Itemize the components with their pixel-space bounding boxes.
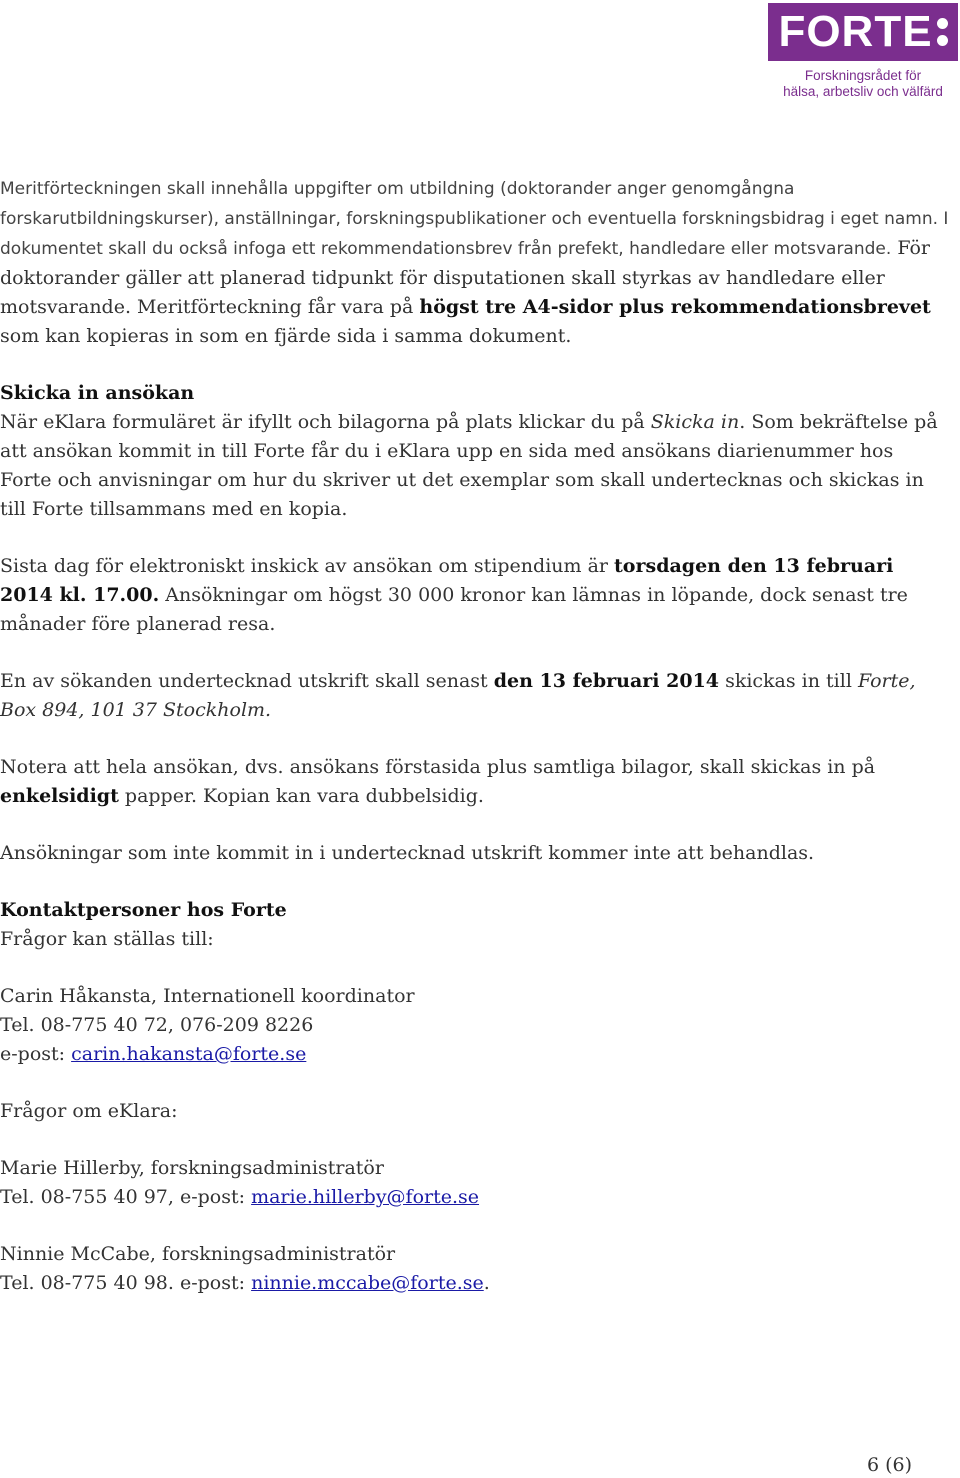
person3-email-link[interactable]: ninnie.mccabe@forte.se — [251, 1272, 484, 1294]
send-text-italic: Skicka in — [650, 411, 740, 433]
deadline-paragraph — [0, 552, 950, 639]
contact-person-2 — [0, 1154, 950, 1212]
person1-tel: Tel. 08-775 40 72, 076-209 8226 — [0, 1014, 314, 1036]
logo-tagline-line-1: Forskningsrådet för — [804, 68, 922, 83]
person3-tel: Tel. 08-775 40 98. e-post: — [0, 1272, 246, 1294]
deadline-text: Sista dag för elektroniskt inskick av ansökan om stipendium är — [0, 555, 608, 577]
person3-end: . — [483, 1272, 490, 1294]
cv-paragraph — [0, 174, 950, 351]
send-paragraph — [0, 379, 950, 524]
forte-logo — [768, 3, 958, 100]
print-text: En av sökanden undertecknad utskrift skall senast — [0, 670, 488, 692]
document-body — [0, 174, 950, 1326]
page-number: 6 (6) — [866, 1454, 912, 1476]
print-address: Forte, Box 894, 101 37 Stockholm. — [0, 670, 916, 721]
logo-colon-icon — [937, 18, 948, 46]
person2-tel: Tel. 08-755 40 97, e-post: — [0, 1186, 246, 1208]
person1-name: Carin Håkansta, Internationell koordinator — [0, 985, 415, 1007]
print-paragraph — [0, 667, 950, 725]
eklara-intro-paragraph — [0, 1097, 950, 1126]
note-rest: papper. Kopian kan vara dubbelsidig. — [124, 785, 484, 807]
cv-text-a: Meritförteckningen skall innehålla uppgifter om utbildning (doktorander anger genomgångna forskarutbildningskurser), anställningar, forskningspublikationer och eventuella forskningsbidrag i eget namn. I dokumentet skall du också infoga ett rekommendationsbrev från prefekt, handledare eller motsvarande. — [0, 179, 949, 259]
person2-email-link[interactable]: marie.hillerby@forte.se — [251, 1186, 480, 1208]
contacts-paragraph — [0, 896, 950, 954]
logo-tagline — [768, 68, 958, 100]
cv-text-b: För doktorander gäller att planerad tidpunkt för disputationen skall styrkas av handledare eller motsvarande. Meritförteckning får vara på — [0, 237, 930, 318]
logo-tagline-line-2: hälsa, arbetsliv och välfärd — [783, 84, 943, 99]
logo-wordmark: FORTE — [778, 7, 933, 56]
contacts-intro: Frågor kan ställas till: — [0, 928, 214, 950]
person1-email-link[interactable]: carin.hakansta@forte.se — [71, 1043, 307, 1065]
note-text: Notera att hela ansökan, dvs. ansökans förstasida plus samtliga bilagor, skall skickas in på — [0, 756, 876, 778]
person3-name: Ninnie McCabe, forskningsadministratör — [0, 1243, 396, 1265]
signed-text: Ansökningar som inte kommit in i undertecknad utskrift kommer inte att behandlas. — [0, 842, 815, 864]
send-text-2: Som bekräftelse på att ansökan kommit in till Forte får du i eKlara upp en sida med ansökans diarienummer hos Forte och anvisningar om hur du skriver ut det exemplar som skall undertecknas och skickas in till Forte tillsammans med en kopia. — [0, 411, 938, 520]
deadline-bold: torsdagen den 13 februari 2014 kl. 17.00. — [0, 555, 894, 606]
person2-name: Marie Hillerby, forskningsadministratör — [0, 1157, 384, 1179]
note-bold: enkelsidigt — [0, 785, 119, 807]
contact-person-1 — [0, 982, 950, 1069]
note-paragraph — [0, 753, 950, 811]
eklara-intro: Frågor om eKlara: — [0, 1100, 178, 1122]
send-heading: Skicka in ansökan — [0, 382, 195, 404]
send-text-1-end: . — [739, 411, 746, 433]
deadline-rest: Ansökningar om högst 30 000 kronor kan lämnas in löpande, dock senast tre månader före planerad resa. — [0, 584, 908, 635]
cv-text-end: som kan kopieras in som en fjärde sida i samma dokument. — [0, 325, 572, 347]
print-mid: skickas in till — [725, 670, 852, 692]
send-text-1: När eKlara formuläret är ifyllt och bilagorna på plats klickar du på — [0, 411, 645, 433]
contacts-heading: Kontaktpersoner hos Forte — [0, 899, 287, 921]
logo-box — [768, 3, 958, 61]
signed-paragraph — [0, 839, 950, 868]
cv-text-bold: högst tre A4-sidor plus rekommendationsbrevet — [419, 296, 931, 318]
print-bold: den 13 februari 2014 — [493, 670, 720, 692]
contact-person-3 — [0, 1240, 950, 1298]
person1-email-label: e-post: — [0, 1043, 66, 1065]
